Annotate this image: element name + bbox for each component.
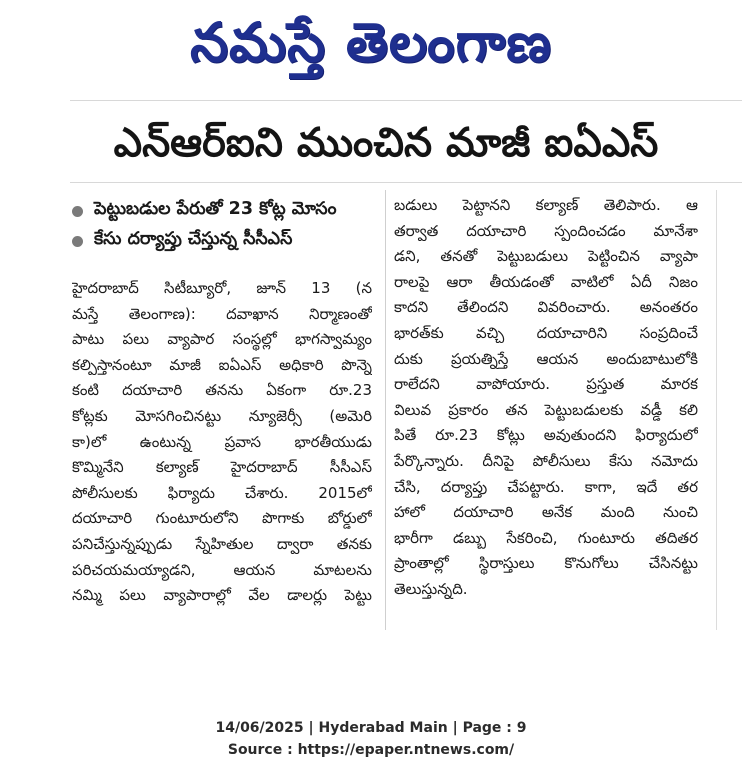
masthead-divider	[70, 100, 742, 101]
article-line: చేసి, దర్యాప్తు చేపట్టారు. కాగా, ఇదే తర	[394, 477, 698, 496]
article-line: రాలపై ఆరా తీయడంతో వాటిలో ఏదీ నిజం	[394, 272, 698, 291]
article-left-column	[72, 276, 372, 609]
highlight-text: పెట్టుబడుల పేరుతో 23 కోట్ల మోసం	[94, 199, 337, 219]
article-line: పరిచయమయ్యాడని, ఆయన మాటలను	[72, 560, 372, 579]
article-line: కాదని తేలిందని వివరించారు. అనంతరం	[394, 298, 698, 317]
article-highlights	[72, 196, 402, 256]
article-line: కొమ్మినేని కల్యాణ్‌ హైదరాబాద్‌ సీసీఎస్‌	[72, 458, 372, 477]
page-edge-divider	[716, 190, 717, 630]
article-line: పేర్కొన్నారు. దీనిపై పోలీసులు కేసు నమోదు	[394, 451, 698, 470]
source-link[interactable]: Source : https://epaper.ntnews.com/	[227, 742, 515, 758]
article-line: కోట్లకు మోసగించినట్టు న్యూజెర్సీ (అమెరి	[72, 406, 372, 425]
article-line: కా)లో ఉంటున్న ప్రవాస భారతీయుడు	[72, 432, 372, 451]
article-line: కంటి దయాచారి తనను ఏకంగా రూ.23	[72, 381, 372, 400]
newspaper-masthead: నమస్తే తెలంగాణ	[190, 11, 552, 74]
article-right-column	[394, 193, 698, 603]
article-line: పాటు పలు వ్యాపార సంస్థల్లో భాగస్వామ్యం	[72, 330, 372, 349]
article-line: బడులు పెట్టానని కల్యాణ్‌ తెలిపారు. ఆ	[394, 196, 698, 214]
article-line: దయాచారి గుంటూరులోని పొగాకు బోర్డులో	[72, 509, 372, 528]
article-line: ప్రాంతాల్లో స్థిరాస్తులు కొనుగోలు చేసినట్టు	[394, 554, 698, 573]
article-line: తర్వాత దయాచారి స్పందించడం మానేశా	[394, 221, 698, 240]
bullet-dot-icon	[72, 236, 83, 247]
article-headline: ఎన్‌ఆర్‌ఐని ముంచిన మాజీ ఐఏఎస్	[113, 120, 659, 166]
article-line: హైదరాబాద్‌ సిటీబ్యూరో, జూన్‌ 13 (న	[72, 279, 372, 297]
article-line: భారీగా డబ్బు సేకరించి, గుంటూరు తదితర	[394, 528, 698, 547]
article-line: హాలో దయాచారి అనేక మంది నుంచి	[394, 503, 698, 522]
article-line: రాలేదని వాపోయారు. ప్రస్తుత మారక	[394, 375, 698, 394]
article-line: తెలుస్తున్నది.	[394, 579, 468, 598]
article-line: మస్తే తెలంగాణ): దవాఖాన నిర్మాణంతో	[72, 304, 372, 323]
article-line: నమ్మి పలు వ్యాపారాల్లో వేల డాలర్లు పెట్టు	[72, 586, 372, 605]
highlight-item	[72, 196, 402, 226]
article-line: విలువ ప్రకారం తన పెట్టుబడులకు వడ్డీ కలి	[394, 400, 698, 419]
article-line: పితే రూ.23 కోట్లు అవుతుందని ఫిర్యాదులో	[394, 426, 698, 445]
headline-divider	[70, 182, 742, 183]
article-line: భారత్‌కు వచ్చి దయాచారిని సంప్రదించే	[394, 323, 698, 342]
article-line: పనిచేస్తున్నప్పుడు స్నేహితుల ద్వారా తనకు	[72, 534, 372, 553]
highlight-item	[72, 226, 402, 256]
article-line: పోలీసులకు ఫిర్యాదు చేశారు. 2015లో	[72, 483, 372, 502]
edition-info: 14/06/2025 | Hyderabad Main | Page : 9	[215, 720, 527, 736]
article-line: కల్పిస్తానంటూ మాజీ ఐఏఎస్‌ అధికారి పొన్నె	[72, 355, 372, 374]
article-line: దుకు ప్రయత్నిస్తే ఆయన అందుబాటులోకి	[394, 349, 698, 368]
bullet-dot-icon	[72, 206, 83, 217]
highlight-text: కేసు దర్యాప్తు చేస్తున్న సీసీఎస్	[94, 229, 293, 249]
article-line: డని, తనతో పెట్టుబడులు పెట్టించిన వ్యాపా	[394, 247, 698, 266]
column-divider	[385, 190, 386, 630]
